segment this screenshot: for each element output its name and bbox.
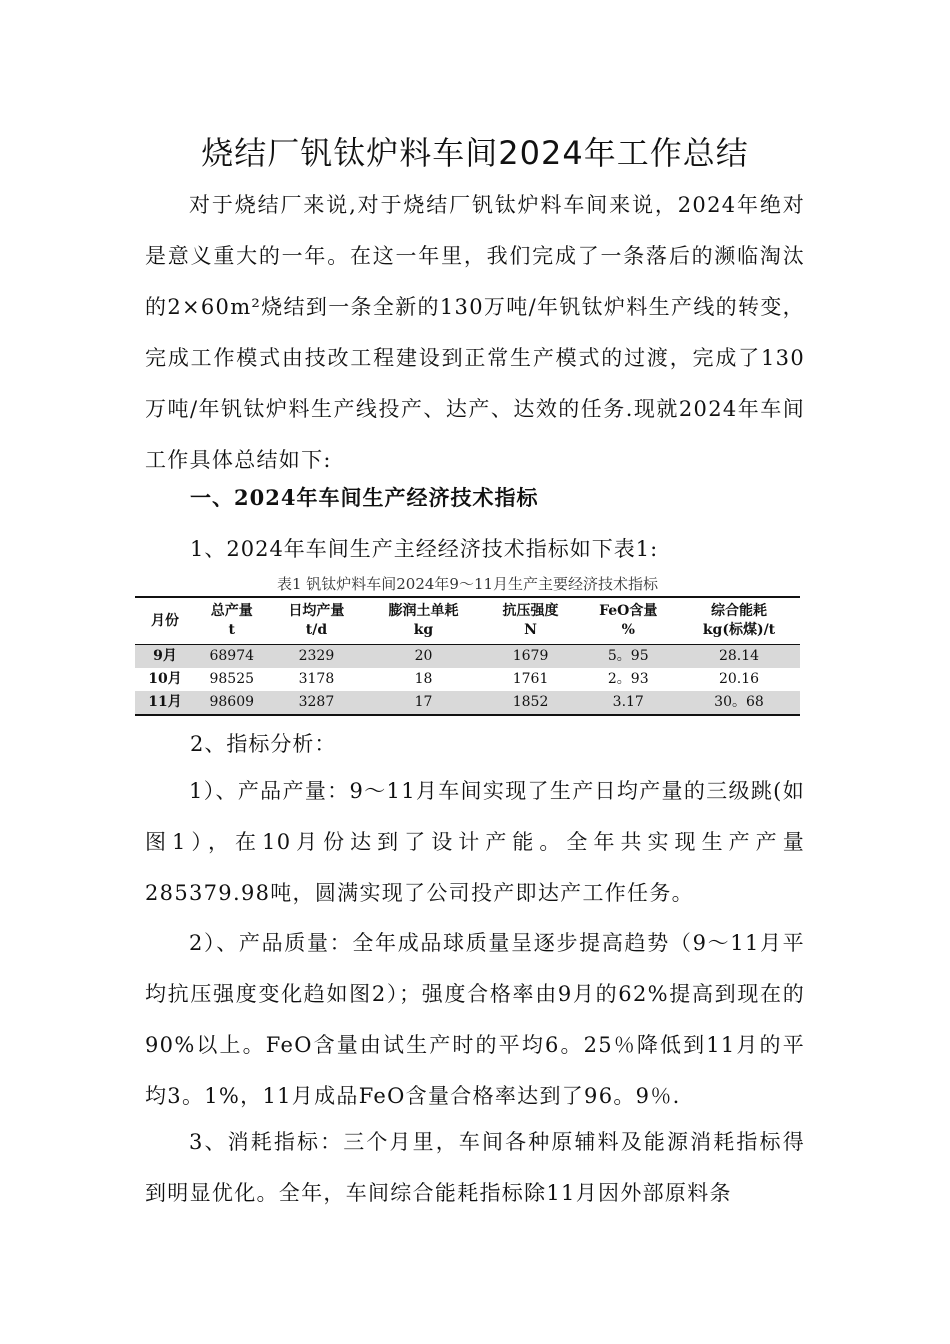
table-cell: 3.17 — [612, 694, 644, 710]
header-cell: 日均产量 t/d — [288, 603, 345, 638]
table-cell: 28.14 — [718, 648, 760, 664]
table-cell: 2329 — [298, 648, 335, 664]
section-heading: 一、2024年车间生产经济技术指标 — [190, 485, 539, 510]
table-caption: 表1 钒钛炉料车间2024年9～11月生产主要经济技术指标 — [276, 575, 659, 593]
table-row — [135, 691, 800, 715]
table-cell: 3287 — [298, 694, 335, 710]
table-cell: 20.16 — [718, 671, 760, 687]
item-1-text: 1、2024年车间生产主经经济技术指标如下表1: — [190, 537, 659, 561]
header-cell: 月份 — [151, 612, 179, 629]
table-cell: 30。68 — [714, 694, 764, 710]
indicator-table — [135, 596, 800, 716]
table-cell: 17 — [414, 694, 433, 710]
table-cell: 98525 — [209, 671, 255, 687]
intro-paragraph: 对于烧结厂来说,对于烧结厂钒钛炉料车间来说，2024年绝对是意义重大的一年。在这一年里，我们完成了一条落后的濒临淘汰的2×60m²烧结到一条全新的130万吨/年钒钛炉料生产线的转变，完成工作模式由技改工程建设到正常生产模式的过渡，完成了130万吨/年钒钛炉料生产线投产、达产、达效的任务.现就2024年车间工作具体总结如下: — [145, 193, 805, 472]
table-cell: 20 — [414, 648, 433, 664]
header-cell: FeO含量 % — [599, 603, 658, 638]
header-cell: 抗压强度 N — [502, 603, 559, 638]
header-cell: 膨润土单耗 kg — [388, 603, 459, 638]
analysis-production-paragraph: 1）、产品产量：9～11月车间实现了生产日均产量的三级跳(如图1），在10月份达到了设计产能。全年共实现生产产量285379.98吨，圆满实现了公司投产即达产工作任务。 — [145, 779, 805, 905]
table-cell: 1679 — [512, 648, 549, 664]
header-cell: 综合能耗 kg(标煤)/t — [702, 603, 776, 638]
header-cell: 总产量 t — [210, 603, 253, 638]
table-cell: 11月 — [148, 694, 182, 710]
table-cell: 3178 — [298, 671, 335, 687]
table-row — [135, 645, 800, 669]
table-cell: 98609 — [209, 694, 255, 710]
table-row — [135, 668, 800, 691]
table-cell: 2。93 — [607, 671, 649, 687]
page-title: 烧结厂钒钛炉料车间2024年工作总结 — [201, 134, 749, 172]
table-cell: 68974 — [209, 648, 255, 664]
table-cell: 18 — [414, 671, 433, 687]
consumption-paragraph: 3、消耗指标：三个月里，车间各种原辅料及能源消耗指标得到明显优化。全年，车间综合能耗指标除11月因外部原料条 — [145, 1130, 805, 1205]
table-cell: 9月 — [153, 648, 177, 664]
table-cell: 1852 — [512, 694, 549, 710]
table-cell: 1761 — [512, 671, 549, 687]
table-cell: 5。95 — [607, 648, 649, 664]
table-cell: 10月 — [148, 671, 182, 687]
table-header-row — [135, 597, 800, 645]
item-2-text: 2、指标分析： — [190, 732, 337, 756]
analysis-quality-paragraph: 2）、产品质量：全年成品球质量呈逐步提高趋势（9～11月平均抗压强度变化趋如图2）；强度合格率由9月的62%提高到现在的90%以上。FeO含量由试生产时的平均6。25％降低到11月的平均3。1%，11月成品FeO含量合格率达到了96。9％. — [145, 931, 805, 1108]
